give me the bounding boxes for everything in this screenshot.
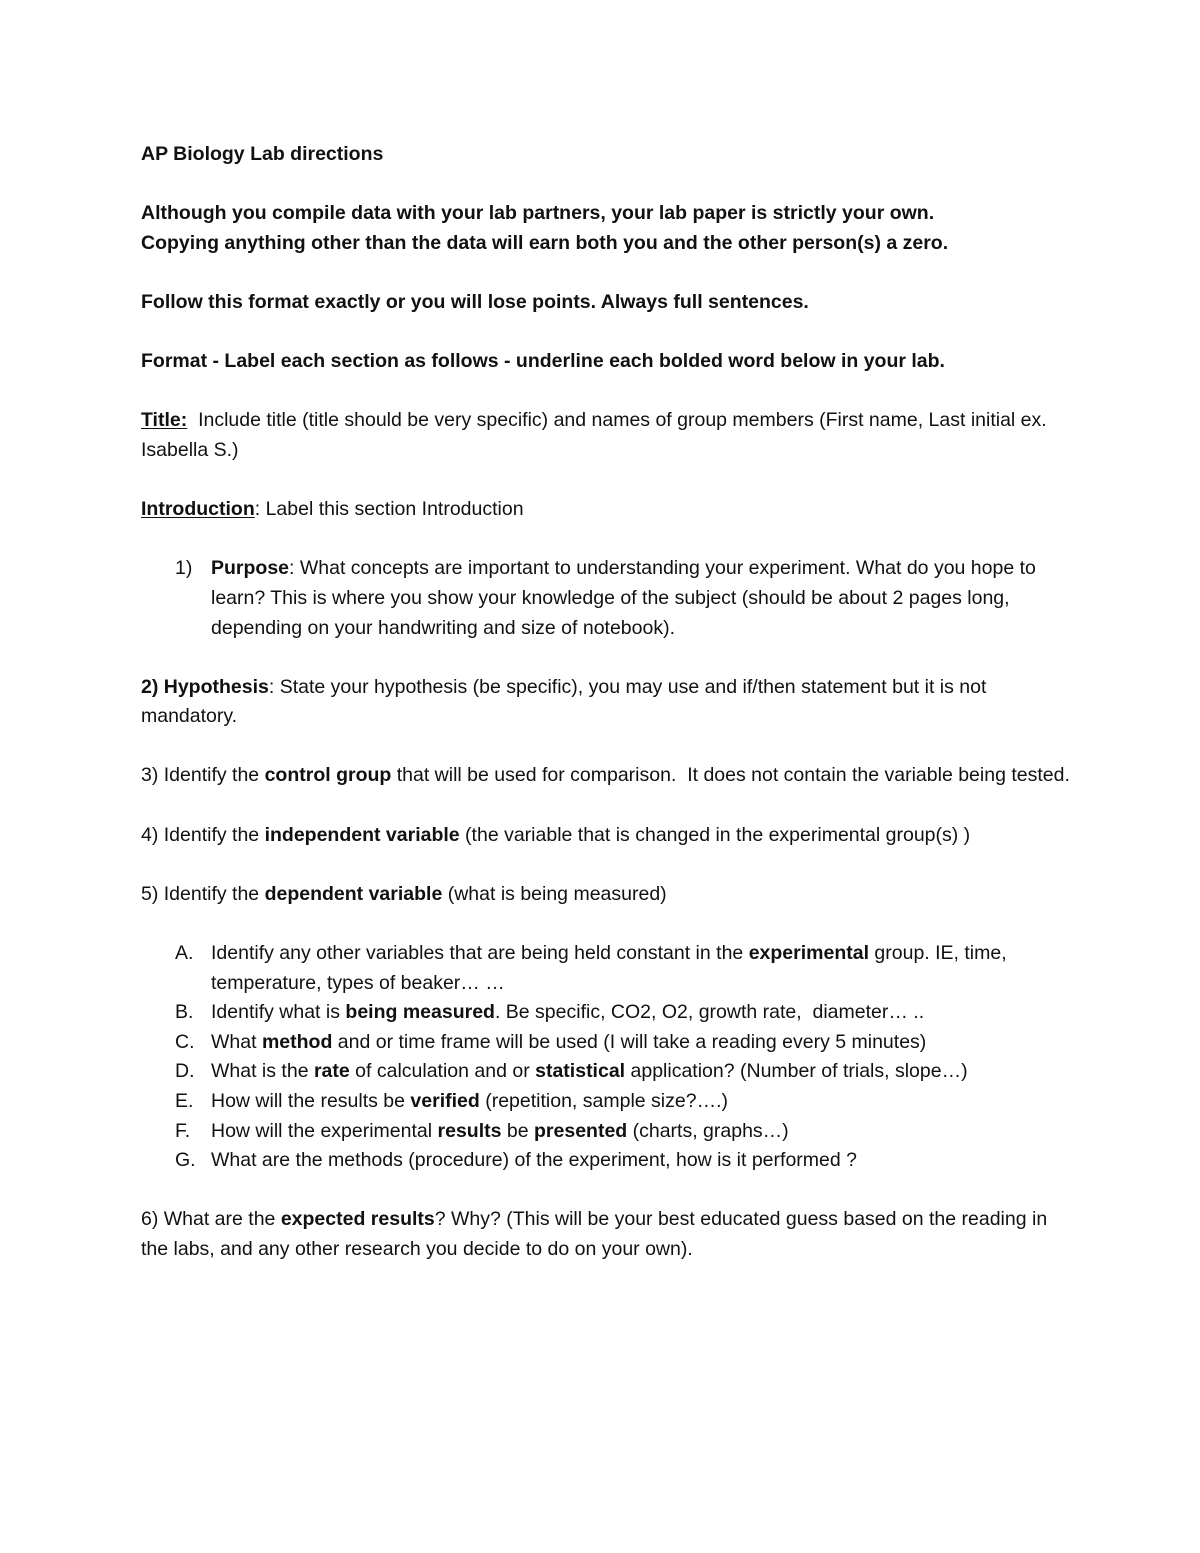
independent-pre: 4) Identify the — [141, 823, 265, 846]
list-item — [141, 1146, 1071, 1176]
expected-pre: 6) What are the — [141, 1208, 281, 1231]
document-page — [141, 140, 1071, 1265]
purpose-item — [141, 554, 1071, 643]
item-text: of calculation and or — [349, 1060, 536, 1083]
item-bold: experimental — [748, 942, 869, 965]
item-text: How will the results be — [211, 1090, 411, 1112]
hypothesis-text: : State your hypothesis (be specific), you may use and if/then statement but it is not mandatory. — [141, 675, 987, 728]
warning-line-1: Although you compile data with your lab partners, your lab paper is strictly your own. — [141, 202, 935, 225]
dependent-section — [141, 880, 1071, 910]
variables-list — [141, 939, 1071, 1176]
item-bold: verified — [410, 1090, 480, 1112]
control-post: that will be used for comparison. It does not contain the variable being tested. — [391, 764, 1070, 787]
item-bold: method — [261, 1030, 333, 1053]
item-text: Identify what is — [211, 1001, 346, 1024]
item-bold: being measured — [345, 1001, 495, 1024]
control-pre: 3) Identify the — [141, 764, 265, 787]
item-bold: results — [437, 1119, 502, 1142]
list-marker: E. — [175, 1090, 194, 1112]
list-marker: G. — [175, 1149, 196, 1172]
item-text: application? (Number of trials, slope…) — [625, 1060, 968, 1083]
expected-section — [141, 1205, 1071, 1264]
list-item — [141, 1087, 1071, 1117]
item-text: (repetition, sample size?….) — [479, 1090, 728, 1112]
list-item — [141, 998, 1071, 1028]
item-bold: statistical — [535, 1060, 626, 1083]
title-text: Include title (title should be very specific) and names of group members (First name, Last initial ex. Isabella S.) — [141, 409, 1053, 461]
item-text: What is the — [211, 1060, 314, 1083]
independent-post: (the variable that is changed in the experimental group(s) ) — [459, 823, 971, 846]
format-rule: Follow this format exactly or you will lose points. Always full sentences. — [141, 290, 809, 313]
item-text: . Be specific, CO2, O2, growth rate, diameter… .. — [494, 1001, 925, 1024]
dependent-pre: 5) Identify the — [141, 882, 265, 905]
list-marker: A. — [175, 942, 194, 965]
list-item — [141, 1028, 1071, 1058]
purpose-list — [141, 554, 1071, 643]
list-item — [141, 1057, 1071, 1087]
list-marker: D. — [175, 1060, 195, 1083]
list-marker: 1) — [175, 557, 193, 580]
independent-section — [141, 821, 1071, 851]
list-marker: F. — [175, 1119, 191, 1142]
list-item — [141, 939, 1071, 998]
title-label: Title: — [141, 409, 188, 432]
title-section — [141, 406, 1071, 465]
item-text: and or time frame will be used (I will take a reading every 5 minutes) — [332, 1030, 927, 1053]
warning-line-2: Copying anything other than the data will earn both you and the other person(s) a zero. — [141, 231, 949, 254]
item-bold: rate — [313, 1060, 350, 1083]
document-title: AP Biology Lab directions — [141, 143, 384, 165]
list-marker: B. — [175, 1001, 194, 1024]
item-text: Identify any other variables that are being held constant in the — [211, 942, 749, 965]
purpose-text: : What concepts are important to understanding your experiment. What do you hope to learn? This is where you show your knowledge of the subject (should be about 2 pages long, depending on your handwriting and size of notebook). — [211, 557, 1036, 639]
item-bold: presented — [534, 1119, 628, 1142]
expected-bold: expected results — [280, 1208, 435, 1231]
list-marker: C. — [175, 1030, 195, 1053]
item-text: What — [211, 1030, 262, 1053]
item-text: group. IE, time, temperature, types of beaker… … — [211, 942, 1013, 994]
hypothesis-section — [141, 673, 1071, 732]
dependent-post: (what is being measured) — [442, 882, 667, 905]
intro-section — [141, 495, 1071, 525]
control-section — [141, 761, 1071, 791]
expected-post: ? Why? (This will be your best educated guess based on the reading in the labs, and any other research you decide to do on your own). — [141, 1208, 1053, 1260]
item-text: What are the methods (procedure) of the experiment, how is it performed ? — [211, 1149, 857, 1172]
intro-text: : Label this section Introduction — [254, 498, 524, 521]
list-item — [141, 1117, 1071, 1147]
item-text: (charts, graphs…) — [627, 1119, 789, 1142]
independent-bold: independent variable — [264, 823, 460, 846]
dependent-bold: dependent variable — [264, 882, 443, 905]
item-text: How will the experimental — [211, 1119, 438, 1142]
item-text: be — [501, 1119, 534, 1142]
purpose-label: Purpose — [211, 557, 290, 580]
control-bold: control group — [264, 764, 392, 787]
format-heading: Format - Label each section as follows - underline each bolded word below in your lab. — [141, 350, 945, 373]
hypothesis-label: 2) Hypothesis — [141, 675, 269, 698]
intro-label: Introduction — [141, 498, 255, 521]
